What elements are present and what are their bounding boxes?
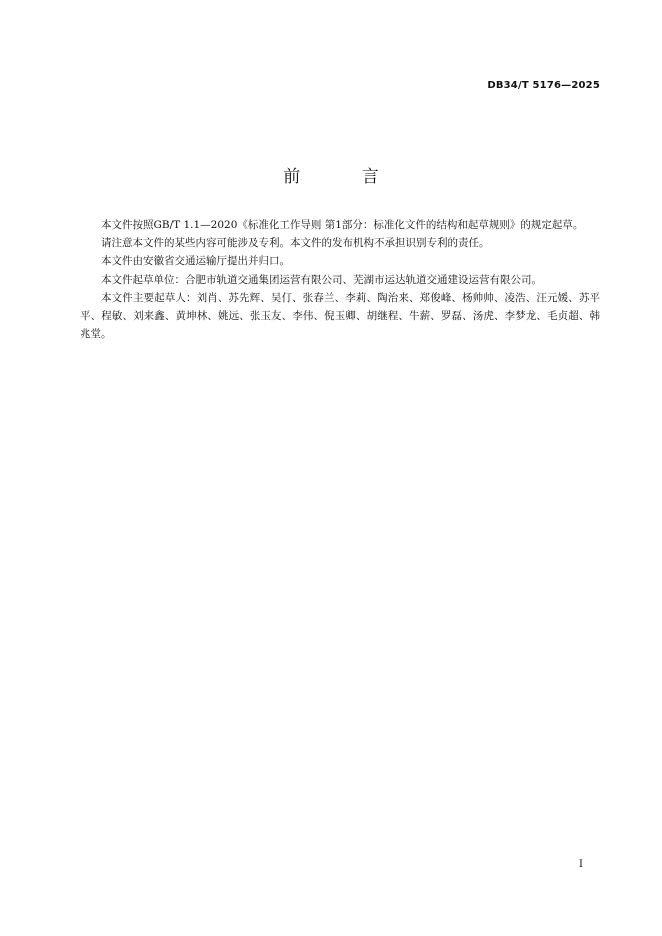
- paragraph-drafting-units: 本文件起草单位：合肥市轨道交通集团运营有限公司、芜湖市运达轨道交通建设运营有限公司。: [101, 273, 542, 286]
- paragraph-patent-notice: 请注意本文件的某些内容可能涉及专利。本文件的发布机构不承担识别专利的责任。: [101, 237, 490, 250]
- page-title: 前 言: [283, 167, 407, 187]
- paragraph-drafters: 本文件主要起草人：刘肖、苏先辉、吴仃、张春兰、李莉、陶治来、郑俊峰、杨帅帅、凌浩、汪元媛、苏平平、程敏、刘来鑫、黄坤林、姚远、张玉友、李伟、倪玉卿、胡继程、牛薪、罗磊、汤虎、李梦龙、毛贞超、韩兆堂。: [80, 291, 600, 341]
- foreword-body: [80, 216, 600, 343]
- paragraph-proposer: 本文件由安徽省交通运输厅提出并归口。: [101, 255, 290, 268]
- paragraph-drafting-rules: 本文件按照GB/T 1.1—2020《标准化工作导则 第1部分：标准化文件的结构和起草规则》的规定起草。: [101, 219, 584, 231]
- page-number: I: [579, 859, 583, 870]
- document-code: DB34/T 5176—2025: [487, 80, 600, 91]
